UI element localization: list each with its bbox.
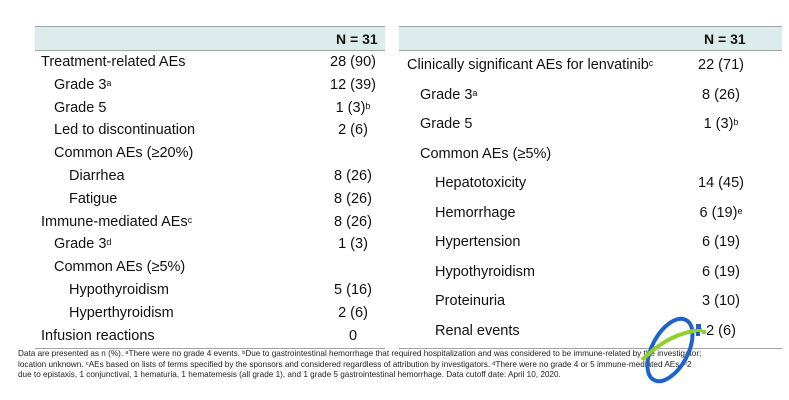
table-row xyxy=(35,51,385,74)
table-row xyxy=(399,110,782,140)
row-label-footnote: c xyxy=(187,214,193,225)
row-value: 28 (90) xyxy=(330,54,376,70)
row-label-footnote: c xyxy=(648,58,654,68)
row-value: 14 (45) xyxy=(698,175,744,191)
table-row xyxy=(399,51,782,81)
left-table-body xyxy=(35,51,385,347)
row-label: Clinically significant AEs for lenvatinib$^c$ xyxy=(407,57,654,73)
row-value-footnote: b xyxy=(365,100,371,111)
table-row xyxy=(399,287,782,317)
row-value: 2 (6) xyxy=(706,322,736,339)
footnote-line: due to epistaxis, 1 conjunctival, 1 hematuria, 1 hematemesis (all grade 1), and 1 grade 5 gastrointestinal hemorrhage. Data cutoff date: April 10, 2020. xyxy=(18,370,561,380)
row-value-footnote: e xyxy=(737,205,743,216)
table-row xyxy=(35,97,385,120)
row-label: Proteinuria xyxy=(435,293,506,309)
table-row xyxy=(35,165,385,188)
table-row xyxy=(399,317,782,347)
row-label-footnote: a xyxy=(106,77,112,88)
left-table xyxy=(35,26,385,349)
left-header-n: N = 31 xyxy=(336,31,378,47)
table-row xyxy=(399,199,782,229)
row-label: Led to discontinuation xyxy=(54,122,196,139)
table-row xyxy=(35,211,385,234)
row-label: Fatigue xyxy=(69,190,118,207)
row-label: Common AEs (≥20%) xyxy=(54,145,194,162)
row-label-footnote: a xyxy=(472,87,478,98)
row-label: Grade 3$^a$ xyxy=(54,76,112,93)
row-value: 5 (16) xyxy=(334,281,372,298)
row-label: Grade 5 xyxy=(420,116,473,132)
row-value: 1 $(3)^b$ xyxy=(703,116,739,132)
table-row xyxy=(35,233,385,256)
row-value: 0 xyxy=(348,327,358,344)
table-row xyxy=(35,74,385,97)
row-label: Immune-mediated AEs$^c$ xyxy=(41,213,193,230)
row-label: Grade 3$^d$ xyxy=(54,236,112,253)
table-row xyxy=(35,325,385,348)
row-value: 6 (19) xyxy=(702,234,740,250)
table-row xyxy=(35,188,385,211)
left-table-header xyxy=(35,27,385,51)
right-table-body xyxy=(399,51,782,346)
row-value: 8 (26) xyxy=(334,167,372,184)
table-row xyxy=(399,140,782,170)
row-label: Grade 5 xyxy=(54,99,107,116)
table-row xyxy=(35,119,385,142)
right-table-header xyxy=(399,27,782,51)
row-value-footnote: b xyxy=(733,117,739,127)
row-value: 22 (71) xyxy=(698,57,744,73)
row-value: 1 (3) xyxy=(338,236,368,253)
row-value: 1 $(3)^b$ xyxy=(335,99,371,116)
row-value: 12 (39) xyxy=(330,76,376,93)
row-value: 8 (26) xyxy=(334,213,372,230)
row-label: Diarrhea xyxy=(69,167,125,184)
row-value: 2 (6) xyxy=(338,122,368,139)
footnote-line: location unknown. ᶜAEs based on lists of terms specified by the sponsors and considered regardless of attribution by investigators. ᵈThere were no grade 4 or 5 immune-mediated AEs. ᵉ2 xyxy=(18,359,692,369)
table-row xyxy=(399,169,782,199)
row-value: 8 (26) xyxy=(334,190,372,207)
table-row xyxy=(35,279,385,302)
row-value: 6 (19) xyxy=(702,263,740,280)
row-label: Hyperthyroidism xyxy=(69,304,174,321)
row-label: Common AEs (≥5%) xyxy=(420,145,552,162)
footnote-line: Data are presented as n (%). ᵃThere were no grade 4 events. ᵇDue to gastrointestinal hemorrhage that required hospitalization and was considered to be immune-related by the investigator; xyxy=(18,349,702,358)
row-label-footnote: d xyxy=(106,237,112,248)
right-header-n: N = 31 xyxy=(704,31,746,47)
table-row xyxy=(35,302,385,325)
table-row xyxy=(35,142,385,165)
row-label: Hypothyroidism xyxy=(69,281,169,298)
table-row xyxy=(399,258,782,288)
row-label: Grade 3$^a$ xyxy=(420,86,478,103)
row-label: Common AEs (≥5%) xyxy=(54,259,186,276)
right-table xyxy=(399,26,782,349)
row-value: 8 (26) xyxy=(702,86,740,103)
table-row xyxy=(399,228,782,258)
row-value: 2 (6) xyxy=(338,304,368,321)
row-label: Hemorrhage xyxy=(435,204,516,221)
table-row xyxy=(35,256,385,279)
row-label: Hypertension xyxy=(435,234,521,250)
row-label: Hepatotoxicity xyxy=(435,175,527,191)
row-label: Renal events xyxy=(435,322,520,339)
row-value: 6 $(19)^e$ xyxy=(699,204,743,221)
table-row xyxy=(399,81,782,111)
watermark-logo-icon xyxy=(632,312,712,388)
row-label: Treatment-related AEs xyxy=(41,54,186,70)
row-label: Infusion reactions xyxy=(41,327,155,344)
row-value: 3 (10) xyxy=(702,293,740,309)
row-label: Hypothyroidism xyxy=(435,263,535,280)
